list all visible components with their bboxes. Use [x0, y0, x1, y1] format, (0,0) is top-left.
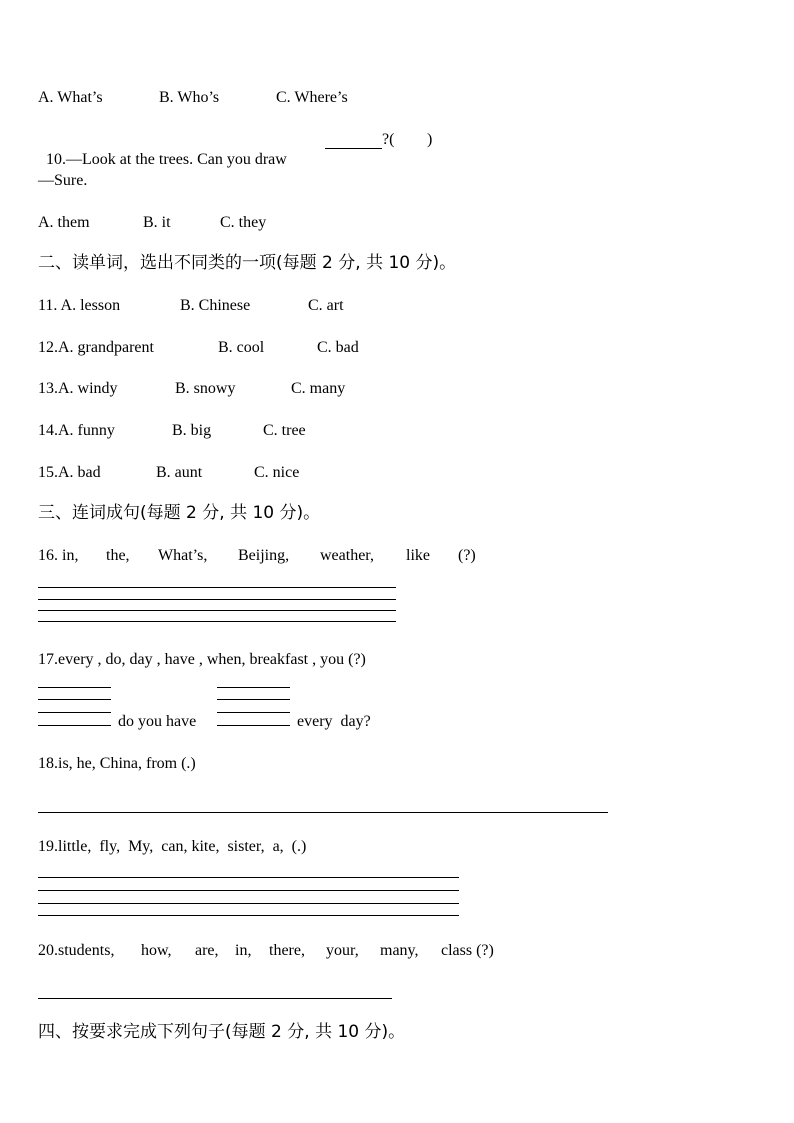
q16-word: weather,	[320, 547, 374, 564]
section3-title: 三、连词成句(每题 2 分, 共 10 分)。	[38, 503, 321, 523]
q9-option-a: A. What’s	[38, 89, 103, 106]
q9-option-b: B. Who’s	[159, 89, 220, 106]
q20-answer-line[interactable]	[38, 998, 392, 999]
q16-answer-line-3[interactable]	[38, 610, 396, 611]
q17-blank-2-line-2[interactable]	[217, 699, 290, 700]
q17-blank-2-line-3[interactable]	[217, 712, 290, 713]
q18-words: 18.is, he, China, from (.)	[38, 755, 196, 772]
q13-option-c: C. many	[291, 380, 346, 397]
q9-option-c: C. Where’s	[276, 89, 348, 106]
q10-prompt-text: 10.—Look at the trees. Can you draw	[46, 151, 287, 168]
q19-answer-line-1[interactable]	[38, 877, 459, 878]
q13-option-a: 13.A. windy	[38, 380, 118, 397]
q10-reply: —Sure.	[38, 172, 88, 189]
q20-word: your,	[326, 942, 359, 959]
q10-option-a: A. them	[38, 214, 90, 231]
q20-word: there,	[269, 942, 305, 959]
q20-word: in,	[235, 942, 252, 959]
q12-option-a: 12.A. grandparent	[38, 339, 154, 356]
q17-blank-1-line-4[interactable]	[38, 725, 111, 726]
q19-words: 19.little, fly, My, can, kite, sister, a, (.)	[38, 838, 307, 855]
q19-answer-line-3[interactable]	[38, 903, 459, 904]
q20-word: how,	[141, 942, 172, 959]
section2-title: 二、读单词，选出不同类的一项(每题 2 分, 共 10 分)。	[38, 253, 457, 273]
q20-word: class (?)	[441, 942, 494, 959]
q14-option-b: B. big	[172, 422, 212, 439]
q15-option-b: B. aunt	[156, 464, 203, 481]
q14-option-a: 14.A. funny	[38, 422, 115, 439]
q13-option-b: B. snowy	[175, 380, 236, 397]
q11-option-a: 11. A. lesson	[38, 297, 121, 314]
q12-option-c: C. bad	[317, 339, 359, 356]
q17-middle-text: do you have	[118, 713, 197, 730]
q20-word: are,	[195, 942, 219, 959]
q14-option-c: C. tree	[263, 422, 306, 439]
section4-title: 四、按要求完成下列句子(每题 2 分, 共 10 分)。	[38, 1022, 406, 1042]
q17-blank-2-line-4[interactable]	[217, 725, 290, 726]
q17-blank-2-line-1[interactable]	[217, 687, 290, 688]
q16-answer-line-2[interactable]	[38, 599, 396, 600]
q19-answer-line-2[interactable]	[38, 890, 459, 891]
q16-word: (?)	[458, 547, 476, 564]
q16-word: the,	[106, 547, 130, 564]
q15-option-c: C. nice	[254, 464, 300, 481]
q11-option-c: C. art	[308, 297, 344, 314]
q12-option-b: B. cool	[218, 339, 265, 356]
q10-tail-text: ?(	[382, 131, 395, 148]
q17-words: 17.every , do, day , have , when, breakfast , you (?)	[38, 651, 366, 668]
q16-answer-line-1[interactable]	[38, 587, 396, 588]
q17-blank-1-line-3[interactable]	[38, 712, 111, 713]
q10-option-b: B. it	[143, 214, 171, 231]
q17-end-text: every day?	[297, 713, 371, 730]
q16-words	[38, 546, 738, 706]
q19-answer-line-4[interactable]	[38, 915, 459, 916]
q10-close-paren: )	[427, 131, 433, 148]
q17-blank-1-line-1[interactable]	[38, 687, 111, 688]
q15-option-a: 15.A. bad	[38, 464, 101, 481]
q16-word: Beijing,	[238, 547, 290, 564]
q20-word: 20.students,	[38, 942, 115, 959]
q10-blank[interactable]	[325, 148, 382, 149]
q16-answer-line-4[interactable]	[38, 621, 396, 622]
q16-word: 16. in,	[38, 547, 79, 564]
q10-option-c: C. they	[220, 214, 267, 231]
q20-word: many,	[380, 942, 419, 959]
q17-blank-1-line-2[interactable]	[38, 699, 111, 700]
q11-option-b: B. Chinese	[180, 297, 251, 314]
q10-prompt	[38, 130, 287, 170]
q18-answer-line[interactable]	[38, 812, 608, 813]
q16-word: like	[406, 547, 430, 564]
q16-word: What’s,	[158, 547, 208, 564]
q10-tail	[382, 130, 433, 190]
